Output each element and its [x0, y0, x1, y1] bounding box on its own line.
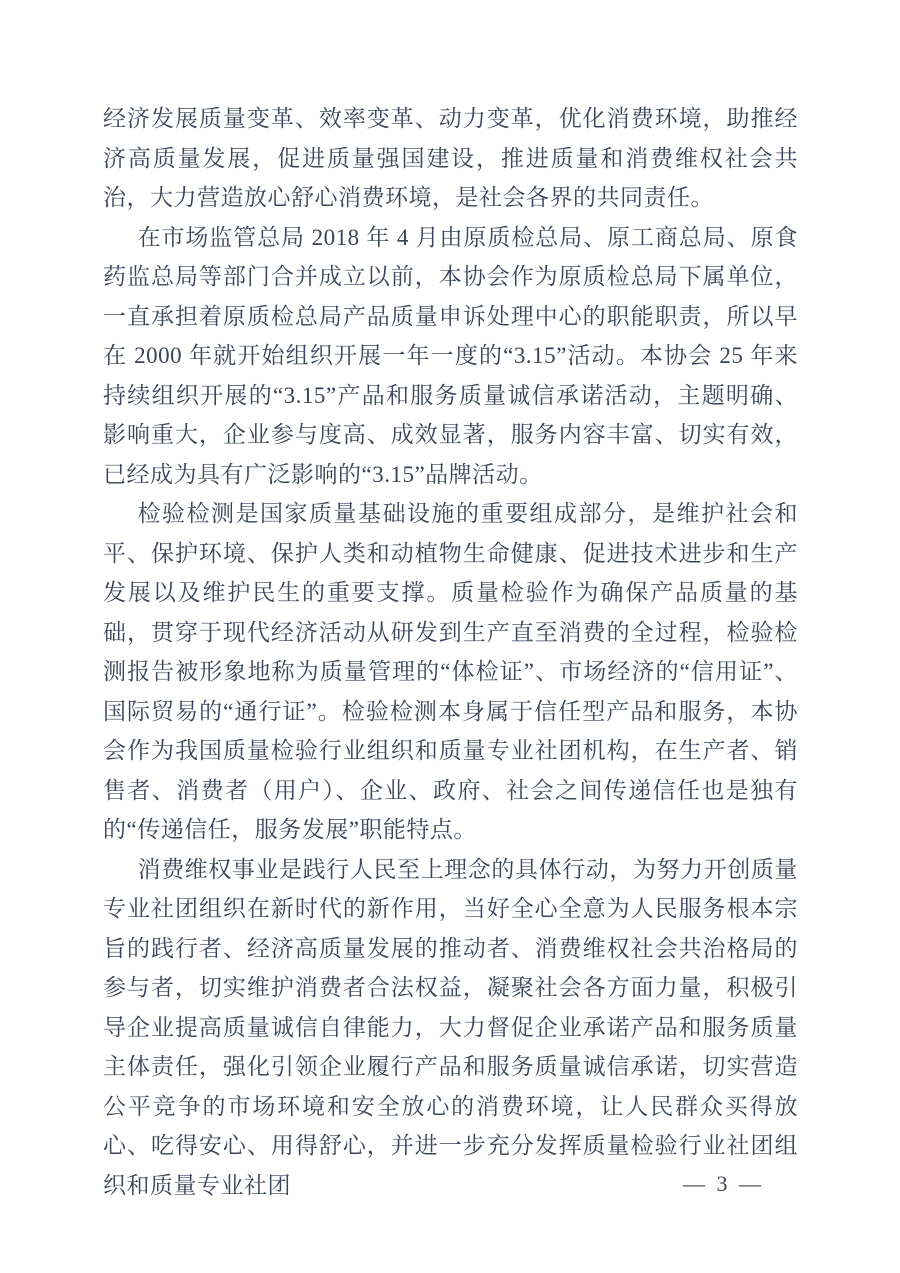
body-paragraph: 消费维权事业是践行人民至上理念的具体行动，为努力开创质量专业社团组织在新时代的新作用，当好全心全意为人民服务根本宗旨的践行者、经济高质量发展的推动者、消费维权社会共治格局的参与者，切实维护消费者合法权益，凝聚社会各方面力量，积极引导企业提高质量诚信自律能力，大力督促企业承诺产品和服务质量主体责任，强化引领企业履行产品和服务质量诚信承诺，切实营造公平竞争的市场环境和安全放心的消费环境，让人民群众买得放心、吃得安心、用得舒心，并进一步充分发挥质量检验行业社团组织和质量专业社团: [103, 856, 798, 1198]
body-paragraph: 检验检测是国家质量基础设施的重要组成部分，是维护社会和平、保护环境、保护人类和动植物生命健康、促进技术进步和生产发展以及维护民生的重要支撑。质量检验作为确保产品质量的基础，贯穿于现代经济活动从研发到生产直至消费的全过程，检验检测报告被形象地称为质量管理的“体检证”、市场经济的“信用证”、国际贸易的“通行证”。检验检测本身属于信任型产品和服务，本协会作为我国质量检验行业组织和质量专业社团机构，在生产者、销售者、消费者（用户）、企业、政府、社会之间传递信任也是独有的“传递信任，服务发展”职能特点。: [103, 501, 798, 842]
body-text-block: [103, 99, 798, 1205]
page-number: — 3 —: [683, 1171, 764, 1196]
body-paragraph: 在市场监管总局 2018 年 4 月由原质检总局、原工商总局、原食药监总局等部门合并成立以前，本协会作为原质检总局下属单位，一直承担着原质检总局产品质量申诉处理中心的职能职责，所以早在 2000 年就开始组织开展一年一度的“3.15”活动。本协会 25 年来持续组织开展的“3.15”产品和服务质量诚信承诺活动，主题明确、影响重大，企业参与度高、成效显著，服务内容丰富、切实有效，已经成为具有广泛影响的“3.15”品牌活动。: [103, 224, 798, 487]
body-paragraph: 经济发展质量变革、效率变革、动力变革，优化消费环境，助推经济高质量发展，促进质量强国建设，推进质量和消费维权社会共治，大力营造放心舒心消费环境，是社会各界的共同责任。: [103, 106, 798, 210]
